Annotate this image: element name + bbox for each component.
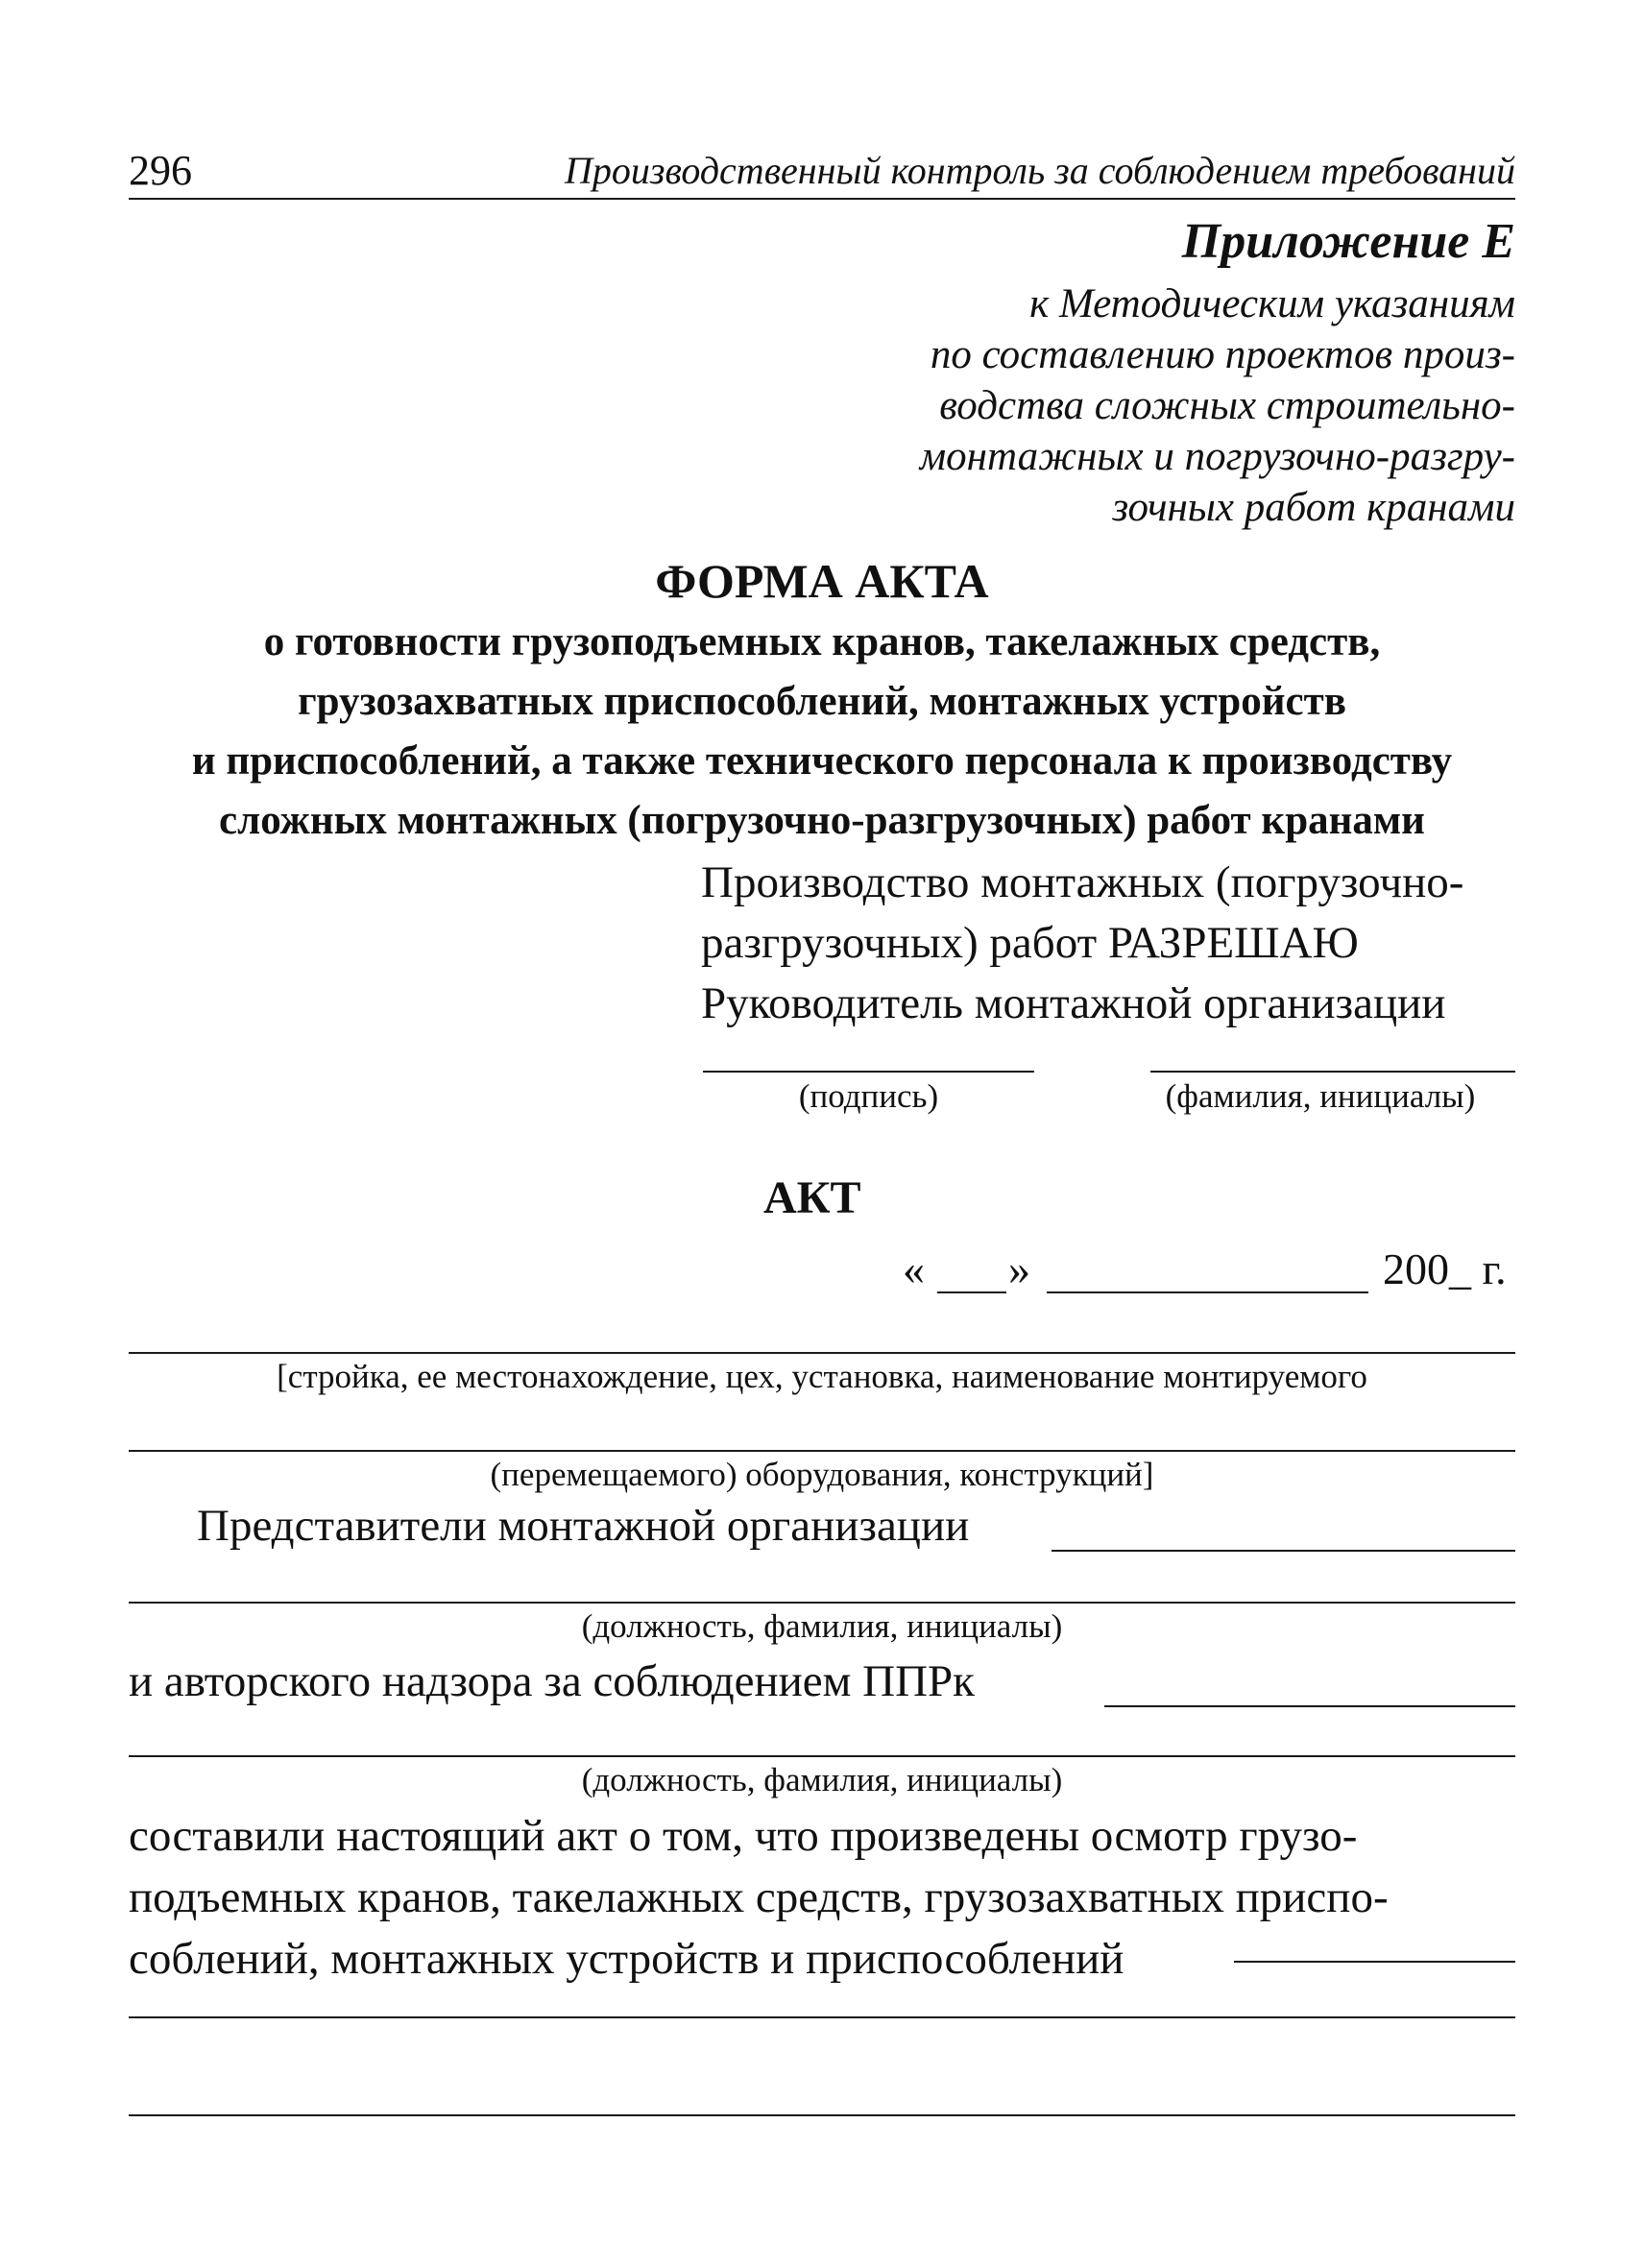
supervision-field[interactable] [1104,1705,1515,1707]
appendix-title: Приложение Е [1181,214,1515,269]
act-title: АКТ [763,1172,861,1223]
site-field-2[interactable] [129,1450,1515,1452]
form-title: ФОРМА АКТА [655,554,989,608]
form-subtitle [96,613,1548,851]
position-label-2: (должность, фамилия, инициалы) [581,1761,1063,1798]
appendix-line: водства сложных строительно- [939,383,1515,428]
date-open-quote: « [903,1244,925,1293]
representatives-field-continued[interactable] [129,1602,1515,1604]
form-subtitle-line: и приспособлений, а также технического персонала к производству [191,738,1453,784]
name-label: (фамилия, инициалы) [1165,1077,1476,1115]
appendix-line: по составлению проектов произ- [930,332,1515,377]
supervision-field-continued[interactable] [129,1755,1515,1757]
body-line: подъемных кранов, такелажных средств, грузозахватных приспо- [129,1872,1389,1922]
header-rule [129,198,1515,200]
date-month-field[interactable] [1047,1291,1368,1293]
form-subtitle-line: грузозахватных приспособлений, монтажных устройств [298,679,1346,724]
body-line: составили настоящий акт о том, что произведены осмотр грузо- [129,1811,1358,1861]
site-label-1: [стройка, ее местонахождение, цех, установка, наименование монтируемого [277,1358,1367,1395]
representatives-field[interactable] [1052,1550,1515,1552]
signature-label: (подпись) [798,1077,939,1115]
approval-line: разгрузочных) работ РАЗРЕШАЮ [701,918,1359,968]
page-number: 296 [129,147,192,194]
site-field-1[interactable] [129,1352,1515,1354]
form-subtitle-line: сложных монтажных (погрузочно-разгрузочных) работ кранами [219,798,1425,843]
body-line: соблений, монтажных устройств и приспособлений [129,1934,1124,1984]
signature-field[interactable] [703,1071,1034,1073]
appendix-line: к Методическим указаниям [1029,281,1515,326]
appendix-line: монтажных и погрузочно-разгру- [919,434,1515,479]
appendix-description [651,278,1515,533]
representatives-text: Представители монтажной организации [197,1501,970,1551]
approval-line: Производство монтажных (погрузочно- [701,857,1464,907]
running-head: Производственный контроль за соблюдением требований [565,149,1515,192]
date-close-quote: » [1008,1244,1030,1293]
approval-block [701,853,1527,1034]
appendix-line: зочных работ кранами [1112,485,1515,530]
form-subtitle-line: о готовности грузоподъемных кранов, такелажных средств, [263,619,1381,664]
date-day-field[interactable] [937,1291,1006,1293]
blank-field-1[interactable] [129,2016,1515,2018]
position-label-1: (должность, фамилия, инициалы) [581,1607,1063,1645]
equipment-field[interactable] [1234,1961,1515,1963]
supervision-text: и авторского надзора за соблюдением ППРк [129,1656,976,1706]
name-field[interactable] [1150,1071,1515,1073]
site-label-2: (перемещаемого) оборудования, конструкций] [490,1456,1154,1493]
approval-line: Руководитель монтажной организации [701,978,1446,1028]
date-year: 200_ г. [1383,1244,1507,1293]
blank-field-2[interactable] [129,2114,1515,2116]
